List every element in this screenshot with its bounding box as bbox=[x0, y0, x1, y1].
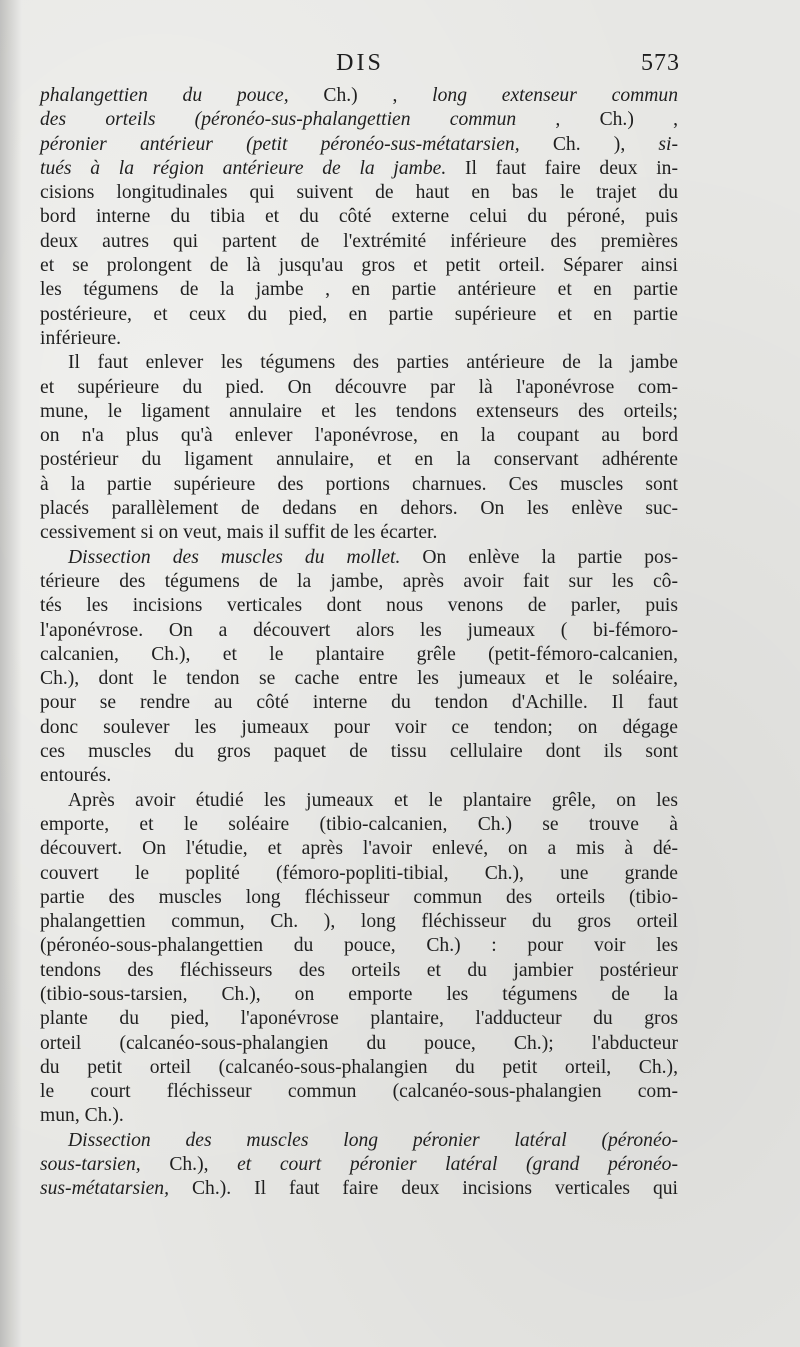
text-segment: Ch.). Il faut faire deux incisions verticales qui bbox=[191, 1178, 679, 1200]
text-segment: orteil (calcanéo-sous-phalangien du pouce, Ch.); l'abducteur bbox=[40, 1032, 678, 1054]
text-segment: cisions longitudinales qui suivent de haut en bas le trajet du bbox=[40, 182, 678, 204]
text-line bbox=[40, 789, 678, 813]
text-line bbox=[40, 862, 678, 886]
text-line bbox=[40, 570, 678, 594]
text-segment: Ch.) , bbox=[599, 109, 678, 131]
text-line bbox=[40, 108, 678, 132]
text-segment: Ch.) , bbox=[323, 85, 433, 106]
italic-text-segment: sous-tarsien, bbox=[40, 1154, 170, 1176]
text-line bbox=[40, 983, 678, 1007]
text-line bbox=[40, 886, 678, 910]
text-line bbox=[40, 521, 678, 545]
text-line bbox=[40, 448, 678, 472]
text-segment: et se prolongent de là jusqu'au gros et petit orteil. Séparer ainsi bbox=[40, 255, 678, 277]
italic-text-segment: phalangettien du pouce, bbox=[40, 85, 324, 106]
text-segment: cessivement si on veut, mais il suffit de les écarter. bbox=[40, 522, 438, 544]
text-line bbox=[40, 1080, 678, 1104]
text-segment: calcanien, Ch.), et le plantaire grêle (petit-fémoro-calcanien, bbox=[40, 643, 678, 665]
text-line bbox=[40, 643, 678, 667]
text-segment: pour se rendre au côté interne du tendon d'Achille. Il faut bbox=[40, 692, 678, 714]
text-segment: inférieure. bbox=[40, 327, 122, 349]
page-gutter-shadow bbox=[0, 0, 22, 1347]
running-head: DIS bbox=[336, 50, 384, 76]
text-segment: bord interne du tibia et du côté externe celui du péroné, puis bbox=[40, 206, 678, 228]
text-segment: (péronéo-sous-phalangettien du pouce, Ch.) : pour voir les bbox=[40, 935, 678, 957]
text-segment: placés parallèlement de dedans en dehors. On les enlève suc- bbox=[40, 498, 678, 520]
text-segment: mun, Ch.). bbox=[40, 1105, 124, 1127]
text-segment: Il faut enlever les tégumens des parties antérieure de la jambe bbox=[68, 352, 678, 374]
text-line bbox=[40, 1153, 678, 1177]
text-segment: tés les incisions verticales dont nous venons de parler, puis bbox=[40, 595, 678, 617]
text-line bbox=[40, 351, 678, 375]
text-segment: partie des muscles long fléchisseur commun des orteils (tibio- bbox=[40, 886, 678, 908]
text-segment: l'aponévrose. On a découvert alors les jumeaux ( bi-fémoro- bbox=[40, 619, 678, 641]
text-line bbox=[40, 716, 678, 740]
text-segment: On enlève la partie pos- bbox=[422, 546, 678, 568]
text-line bbox=[40, 497, 678, 521]
text-line bbox=[40, 278, 678, 302]
text-segment: à la partie supérieure des portions charnues. Ces muscles sont bbox=[40, 473, 678, 495]
text-line bbox=[40, 424, 678, 448]
text-line bbox=[40, 303, 678, 327]
text-line bbox=[40, 619, 678, 643]
text-segment: deux autres qui partent de l'extrémité inférieure des premières bbox=[40, 230, 678, 252]
text-line bbox=[40, 934, 678, 958]
text-line bbox=[40, 764, 678, 788]
text-line bbox=[40, 230, 678, 254]
text-line bbox=[40, 473, 678, 497]
text-segment: ces muscles du gros paquet de tissu cellulaire dont ils sont bbox=[40, 741, 678, 763]
italic-text-segment: long extenseur commun bbox=[432, 85, 679, 106]
text-line bbox=[40, 1056, 678, 1080]
text-line bbox=[40, 327, 678, 351]
text-segment: le court fléchisseur commun (calcanéo-sous-phalangien com- bbox=[40, 1081, 678, 1103]
text-segment: et supérieure du pied. On découvre par là l'aponévrose com- bbox=[40, 376, 678, 398]
text-line bbox=[40, 181, 678, 205]
text-segment: Il faut faire deux in- bbox=[464, 157, 678, 179]
text-line bbox=[40, 84, 678, 108]
text-segment: couvert le poplité (fémoro-popliti-tibial, Ch.), une grande bbox=[40, 862, 678, 884]
text-segment: Ch.), bbox=[169, 1154, 238, 1176]
text-line bbox=[40, 691, 678, 715]
text-line bbox=[40, 254, 678, 278]
text-line bbox=[40, 133, 678, 157]
italic-text-segment: et court péronier latéral (grand péronéo- bbox=[237, 1154, 678, 1176]
italic-text-segment: des orteils (péronéo-sus-phalangettien commun , bbox=[40, 109, 600, 131]
text-line bbox=[40, 1177, 678, 1201]
text-segment: tendons des fléchisseurs des orteils et du jambier postérieur bbox=[40, 959, 678, 981]
text-line bbox=[40, 594, 678, 618]
text-line bbox=[40, 205, 678, 229]
text-line bbox=[40, 910, 678, 934]
italic-text-segment: sus-métatarsien, bbox=[40, 1178, 192, 1200]
text-line bbox=[40, 837, 678, 861]
italic-text-segment: Dissection des muscles long péronier latéral (péronéo- bbox=[68, 1129, 678, 1151]
body-text bbox=[40, 84, 678, 1202]
text-segment: térieure des tégumens de la jambe, après avoir fait sur les cô- bbox=[40, 570, 678, 592]
text-line bbox=[40, 959, 678, 983]
text-segment: donc soulever les jumeaux pour voir ce tendon; on dégage bbox=[40, 716, 678, 738]
italic-text-segment: péronier antérieur (petit péronéo-sus-métatarsien, bbox=[40, 133, 553, 155]
text-segment: postérieure, et ceux du pied, en partie supérieure et en partie bbox=[40, 303, 678, 325]
text-segment: entourés. bbox=[40, 765, 112, 787]
text-line bbox=[40, 1129, 678, 1153]
page-header bbox=[40, 50, 680, 82]
text-segment: emporte, et le soléaire (tibio-calcanien, Ch.) se trouve à bbox=[40, 813, 678, 835]
text-line bbox=[40, 376, 678, 400]
text-line bbox=[40, 1104, 678, 1128]
text-segment: on n'a plus qu'à enlever l'aponévrose, en la coupant au bord bbox=[40, 425, 678, 447]
italic-text-segment: Dissection des muscles du mollet. bbox=[68, 546, 423, 568]
text-line bbox=[40, 1007, 678, 1031]
text-segment: plante du pied, l'aponévrose plantaire, l'adducteur du gros bbox=[40, 1008, 678, 1030]
text-line bbox=[40, 740, 678, 764]
text-line bbox=[40, 1032, 678, 1056]
text-segment: mune, le ligament annulaire et les tendons extenseurs des orteils; bbox=[40, 400, 678, 422]
text-line bbox=[40, 813, 678, 837]
text-segment: Ch.), dont le tendon se cache entre les jumeaux et le soléaire, bbox=[40, 668, 678, 690]
text-line bbox=[40, 400, 678, 424]
text-line bbox=[40, 667, 678, 691]
text-segment: les tégumens de la jambe , en partie antérieure et en partie bbox=[40, 279, 678, 301]
text-segment: (tibio-sous-tarsien, Ch.), on emporte les tégumens de la bbox=[40, 983, 678, 1005]
text-segment: postérieur du ligament annulaire, et en la conservant adhérente bbox=[40, 449, 678, 471]
text-segment: Après avoir étudié les jumeaux et le plantaire grêle, on les bbox=[68, 789, 678, 811]
page-number: 573 bbox=[641, 50, 680, 76]
text-segment: découvert. On l'étudie, et après l'avoir enlevé, on a mis à dé- bbox=[40, 838, 678, 860]
text-segment: Ch. ), bbox=[552, 133, 659, 155]
text-segment: phalangettien commun, Ch. ), long fléchisseur du gros orteil bbox=[40, 911, 678, 933]
italic-text-segment: si- bbox=[658, 133, 679, 155]
text-line bbox=[40, 157, 678, 181]
text-segment: du petit orteil (calcanéo-sous-phalangien du petit orteil, Ch.), bbox=[40, 1056, 678, 1078]
text-line bbox=[40, 546, 678, 570]
italic-text-segment: tués à la région antérieure de la jambe. bbox=[40, 157, 465, 179]
